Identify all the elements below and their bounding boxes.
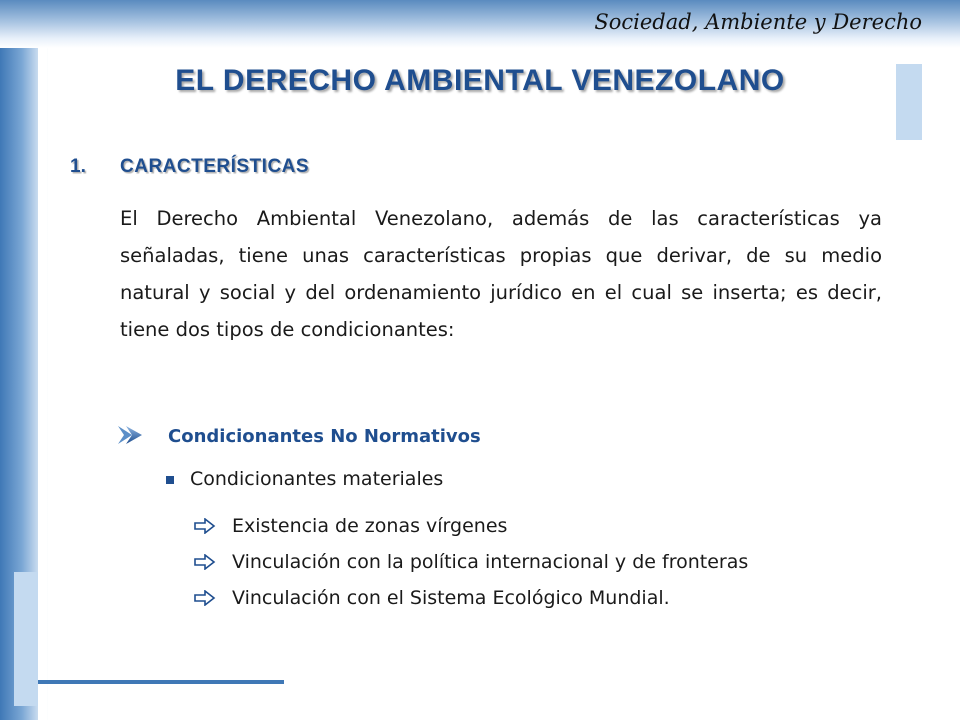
section-title: CARACTERÍSTICAS (120, 156, 310, 177)
slide-title: EL DERECHO AMBIENTAL VENEZOLANO (175, 64, 785, 97)
double-chevron-arrow-icon (116, 424, 146, 446)
subsection-heading: Condicionantes No Normativos (168, 426, 481, 447)
section-number: 1. (70, 156, 86, 177)
left-divider (38, 48, 47, 720)
square-bullet-icon (166, 476, 174, 484)
outline-arrow-icon (194, 590, 216, 606)
body-paragraph: El Derecho Ambiental Venezolano, además de las características ya señaladas, tiene unas características propias que derivar, de su medio natural y social y del ordenamiento jurídico en el cual se inserta; es decir, tiene dos tipos de condicionantes: (120, 207, 882, 341)
outline-arrow-icon (194, 554, 216, 570)
subsection-item: Condicionantes materiales (190, 468, 444, 490)
left-bottom-decoration (14, 572, 38, 706)
list-item-text: Existencia de zonas vírgenes (232, 515, 508, 537)
list-item-text: Vinculación con el Sistema Ecológico Mundial. (232, 587, 670, 609)
slide-header-subtitle: Sociedad, Ambiente y Derecho (594, 10, 922, 34)
outline-arrow-icon (194, 518, 216, 534)
list-item-text: Vinculación con la política internacional y de fronteras (232, 551, 749, 573)
bottom-accent-line (38, 680, 284, 684)
